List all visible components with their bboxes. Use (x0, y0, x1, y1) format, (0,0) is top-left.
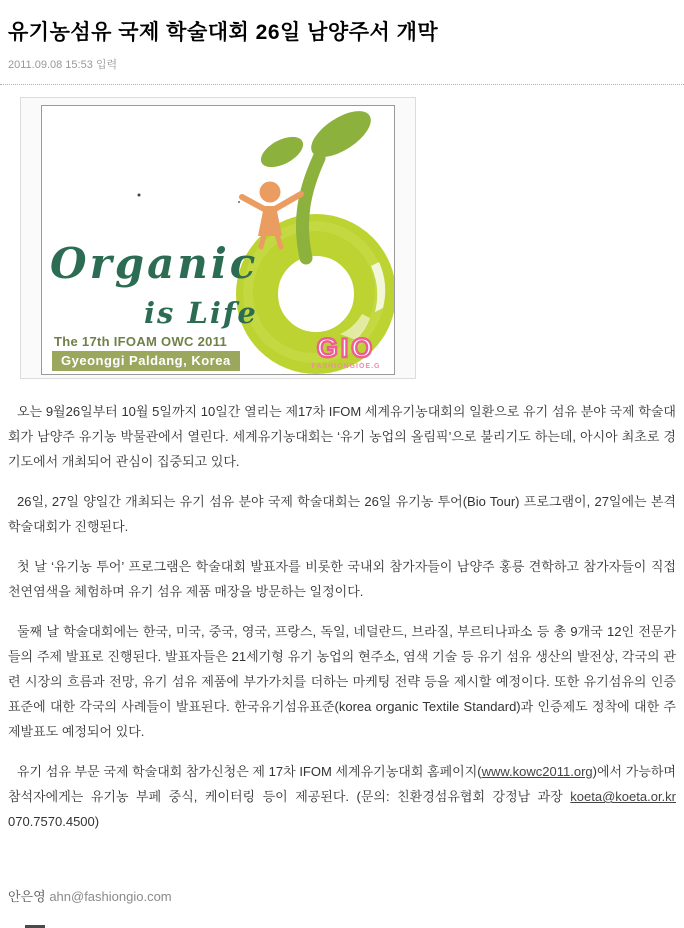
article-image-frame (20, 97, 416, 379)
poster-islife-text: is Life (144, 296, 258, 330)
byline-email: ahn@fashiongio.com (49, 889, 172, 904)
contact-email-link[interactable]: koeta@koeta.or.kr (570, 789, 676, 804)
poster-event-text: The 17th IFOAM OWC 2011 (54, 334, 228, 349)
poster-organic-text: Organic (50, 239, 259, 288)
figure-head (260, 182, 281, 203)
fashiongio-logo (300, 335, 392, 370)
article-date: 2011.09.08 15:53 입력 (8, 59, 118, 71)
signup-text-before: 유기 섬유 부문 국제 학술대회 참가신청은 제 17차 IFOM 세계유기농대회 홈페이지( (17, 764, 482, 779)
conference-website-link[interactable]: www.kowc2011.org (481, 764, 593, 779)
byline-name: 안은영 (8, 889, 46, 904)
left-leaf (256, 131, 308, 174)
dotted-separator (0, 84, 684, 85)
gio-logo-subtext: FASHIONGIOE.G (311, 363, 381, 370)
paragraph-schedule: 26일, 27일 양일간 개최되는 유기 섬유 분야 국제 학술대회는 26일 유기농 투어(Bio Tour) 프로그램이, 27일에는 본격 학술대회가 진행된다. (8, 494, 676, 534)
article-body (8, 399, 676, 834)
paragraph-conference: 둘째 날 학술대회에는 한국, 미국, 중국, 영국, 프랑스, 독일, 네덜란드, 브라질, 부르티나파소 등 총 9개국 12인 전문가들의 주제 발표로 진행된다. 발표자들은 21세기형 유기 농업의 현주소, 염색 기술 등 유기 섬유 생산의 발전상, 각국의 관련 시장의 흐름과 전망, 유기 섬유 제품에 부가가치를 더하는 마케팅 전략 등을 제시할 예정이다. 또한 유기섬유의 인증 표준에 대한 각국의 사례들이 발표된다. 한국유기섬유표준(korea organic Textile Standard)과 인증제도 정착에 대한 주제발표도 예정되어 있다. (8, 624, 676, 739)
speck-dot (138, 194, 141, 197)
paragraph-tour: 첫 날 ‘유기농 투어’ 프로그램은 학술대회 발표자를 비롯한 국내외 참가자들이 남양주 홍릉 견학하고 참가자들이 직접 천연염색을 체험하며 유기 섬유 제품 매장을 방문하는 일정이다. (8, 559, 676, 599)
poster-location-badge: Gyeonggi Paldang, Korea (52, 351, 240, 371)
signup-text-after: 070.7570.4500) (8, 814, 100, 829)
byline (8, 886, 676, 905)
speck-dot-2 (238, 201, 240, 203)
poster-image (41, 105, 395, 375)
gio-logo-text: GIO (316, 335, 376, 361)
signup-text-between: )에서 가능하며 참석자에게는 유기농 부페 중식, 케이터링 등이 제공된다. (문의: 친환경섬유협회 강정남 과장 (8, 764, 676, 804)
paragraph-intro: 오는 9월26일부터 10월 5일까지 10일간 열리는 제17차 IFOM 세계유기농대회의 일환으로 유기 섬유 분야 국제 학술대회가 남양주 유기농 박물관에서 열린다. 세계유기농대회는 ‘유기 농업의 올림픽’으로 불리기도 하는데, 아시아 최초로 경기도에서 개최되어 관심이 집중되고 있다. (8, 404, 676, 469)
figure-left-leg (261, 235, 264, 247)
paragraph-signup (8, 759, 676, 834)
article-page (0, 16, 684, 905)
gio-logo-icon (300, 335, 392, 361)
article-title: 유기농섬유 국제 학술대회 26일 남양주서 개막 (8, 21, 439, 44)
